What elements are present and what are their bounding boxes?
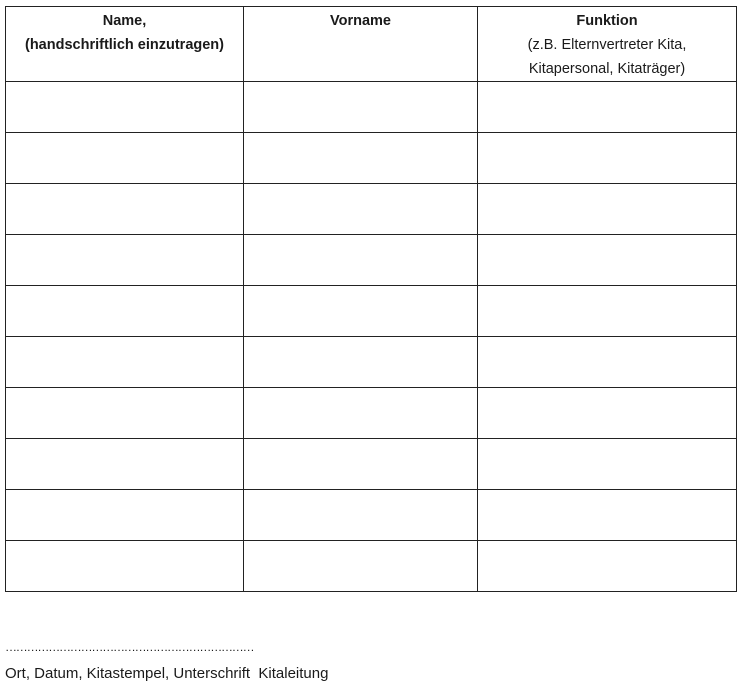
column-header-funktion [478,7,737,82]
cell-name[interactable] [6,235,244,286]
table-row [6,82,737,133]
cell-funktion[interactable] [478,337,737,388]
column-header-vorname [244,7,478,82]
cell-funktion[interactable] [478,439,737,490]
cell-vorname[interactable] [244,490,478,541]
cell-funktion[interactable] [478,235,737,286]
cell-funktion[interactable] [478,541,737,592]
table-header-row [6,7,737,82]
table-row [6,286,737,337]
cell-name[interactable] [6,388,244,439]
cell-funktion[interactable] [478,388,737,439]
table-row [6,388,737,439]
cell-vorname[interactable] [244,541,478,592]
cell-name[interactable] [6,133,244,184]
cell-name[interactable] [6,490,244,541]
table-row [6,235,737,286]
column-header-funktion-hint-line2: Kitapersonal, Kitaträger) [528,61,686,77]
column-header-name-subtitle: (handschriftlich einzutragen) [25,37,224,53]
cell-name[interactable] [6,184,244,235]
participant-table [5,6,737,592]
cell-name[interactable] [6,286,244,337]
cell-vorname[interactable] [244,133,478,184]
cell-vorname[interactable] [244,235,478,286]
cell-vorname[interactable] [244,439,478,490]
column-header-vorname-title: Vorname [330,13,391,29]
table-row [6,490,737,541]
cell-name[interactable] [6,541,244,592]
cell-vorname[interactable] [244,286,478,337]
cell-name[interactable] [6,337,244,388]
table-row [6,337,737,388]
cell-vorname[interactable] [244,337,478,388]
cell-vorname[interactable] [244,82,478,133]
table-row [6,541,737,592]
cell-funktion[interactable] [478,286,737,337]
table-body [6,82,737,592]
cell-name[interactable] [6,82,244,133]
cell-funktion[interactable] [478,184,737,235]
table-row [6,133,737,184]
table-row [6,184,737,235]
cell-vorname[interactable] [244,388,478,439]
cell-name[interactable] [6,439,244,490]
column-header-funktion-title: Funktion [576,13,638,29]
table-row [6,439,737,490]
cell-funktion[interactable] [478,82,737,133]
column-header-funktion-hint-line1: (z.B. Elternvertreter Kita, [527,37,687,53]
cell-funktion[interactable] [478,133,737,184]
column-header-name [6,7,244,82]
signature-line: …………………………………………………………… [5,640,254,654]
cell-vorname[interactable] [244,184,478,235]
column-header-name-title: Name, [102,13,147,29]
signature-caption: Ort, Datum, Kitastempel, Unterschrift Kitaleitung [5,665,329,682]
cell-funktion[interactable] [478,490,737,541]
